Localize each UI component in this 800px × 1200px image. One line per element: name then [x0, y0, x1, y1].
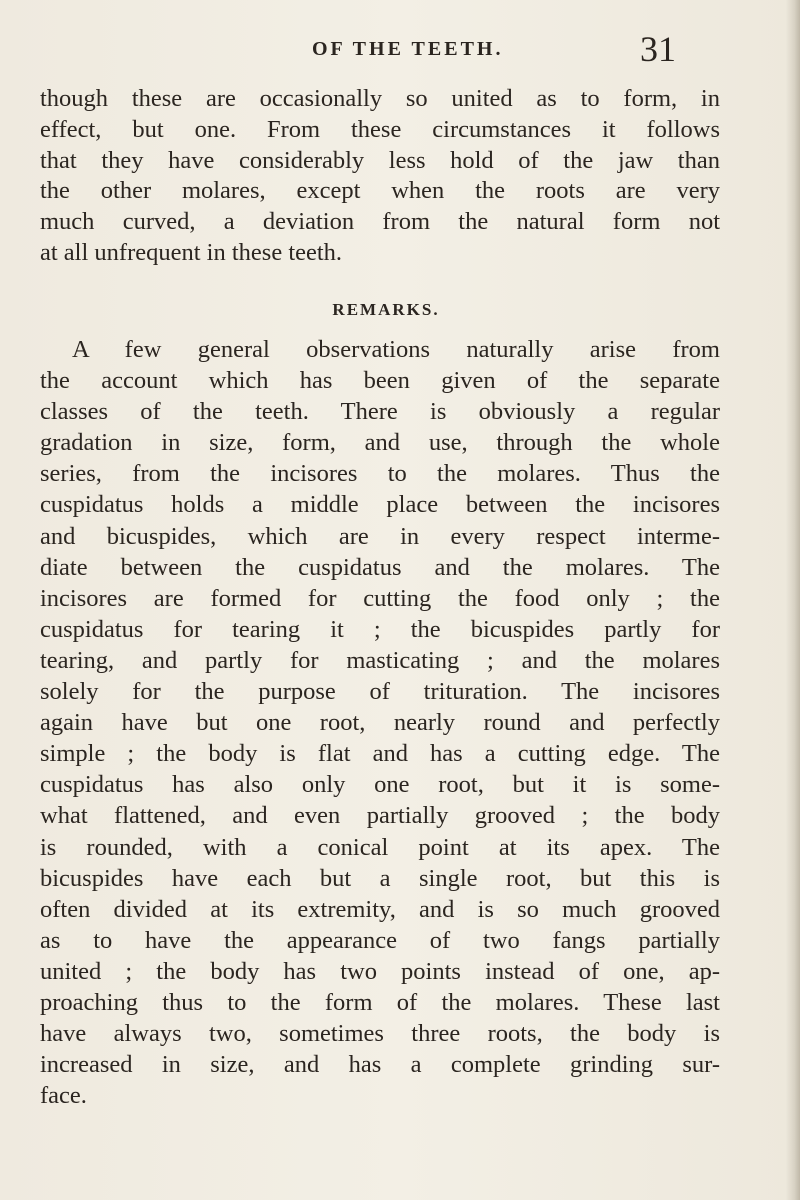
text-line: solely for the purpose of trituration. The incisores [40, 678, 720, 706]
text-line: gradation in size, form, and use, through the whole [40, 429, 720, 457]
section-heading [0, 300, 800, 320]
text-line: at all unfrequent in these teeth. [40, 238, 343, 266]
text-line: have always two, sometimes three roots, the body is [40, 1020, 720, 1048]
running-title: OF THE TEETH. [312, 38, 504, 60]
page-edge-shadow [786, 0, 800, 1200]
text-line: as to have the appearance of two fangs partially [40, 926, 720, 954]
text-line: increased in size, and has a complete grinding sur- [40, 1051, 720, 1079]
text-line: the other molares, except when the roots are very [40, 177, 720, 205]
text-line: tearing, and partly for masticating ; and the molares [40, 646, 720, 674]
running-head [0, 28, 800, 68]
text-line: united ; the body has two points instead of one, ap- [40, 957, 720, 985]
text-line: A few general observations naturally arise from [72, 336, 720, 363]
remarks-paragraph [40, 334, 720, 1111]
text-line: often divided at its extremity, and is so much grooved [40, 895, 720, 923]
text-line: simple ; the body is flat and has a cutting edge. The [40, 740, 720, 768]
text-line: effect, but one. From these circumstances it follows [40, 115, 720, 143]
text-line: what flattened, and even partially grooved ; the body [40, 802, 720, 830]
text-line: again have but one root, nearly round and perfectly [40, 709, 720, 737]
text-line: cuspidatus for tearing it ; the bicuspides partly for [40, 615, 720, 643]
text-line: classes of the teeth. There is obviously a regular [40, 398, 720, 426]
text-line: much curved, a deviation from the natural form not [40, 208, 720, 236]
text-line: series, from the incisores to the molares. Thus the [40, 460, 720, 488]
text-line: bicuspides have each but a single root, but this is [40, 864, 720, 892]
text-line: is rounded, with a conical point at its apex. The [40, 833, 720, 861]
text-line: though these are occasionally so united as to form, in [40, 85, 720, 112]
text-line: that they have considerably less hold of the jaw than [40, 146, 720, 174]
section-heading-text: REMARKS. [332, 300, 440, 319]
text-line: and bicuspides, which are in every respect interme- [40, 522, 720, 550]
text-line: diate between the cuspidatus and the molares. The [40, 553, 720, 581]
text-line: incisores are formed for cutting the food only ; the [40, 584, 720, 612]
text-line: cuspidatus holds a middle place between the incisores [40, 491, 720, 519]
page-number: 31 [640, 29, 676, 69]
paragraph-continued [40, 84, 720, 269]
text-line: proaching thus to the form of the molares. These last [40, 988, 720, 1016]
text-line: face. [40, 1082, 87, 1110]
text-line: the account which has been given of the separate [40, 367, 720, 395]
text-line: cuspidatus has also only one root, but it is some- [40, 771, 720, 799]
